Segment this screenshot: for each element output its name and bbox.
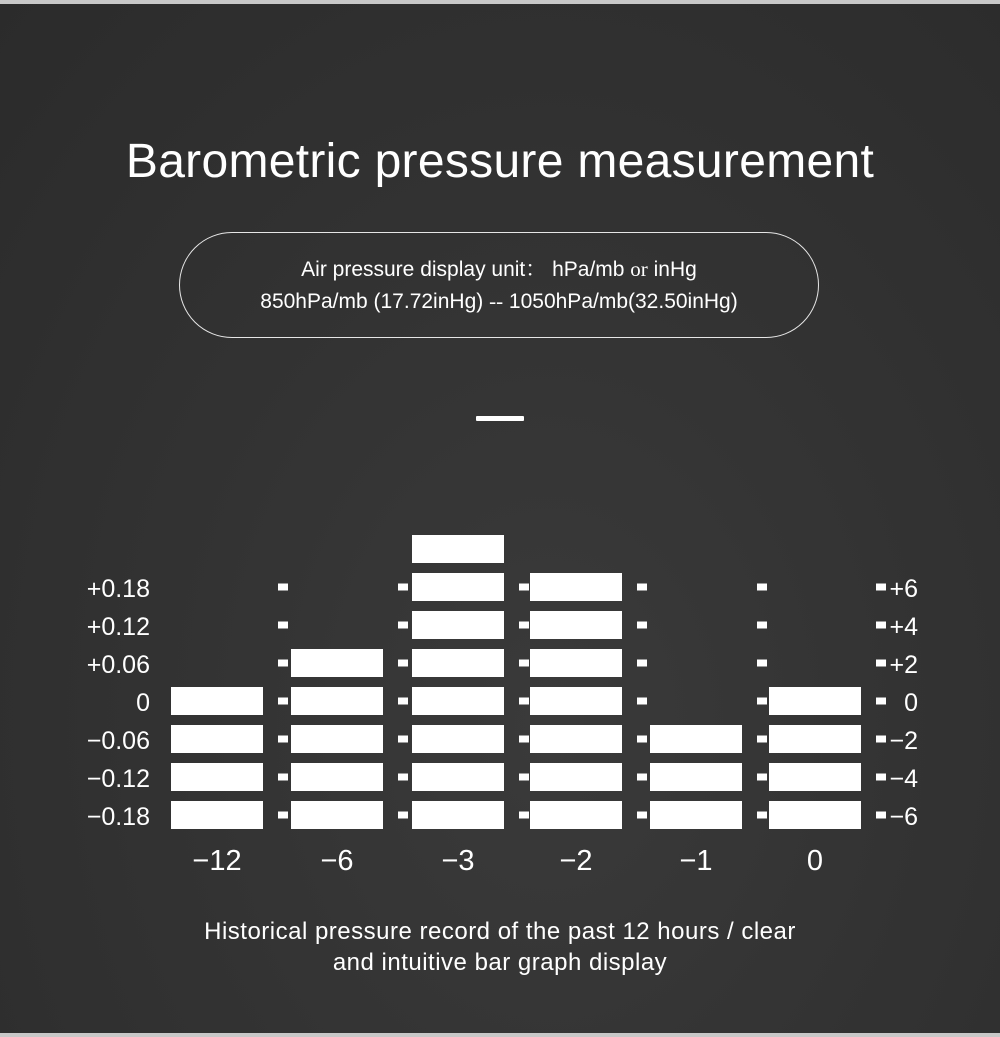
level-marker	[398, 812, 408, 819]
level-marker	[876, 736, 886, 743]
left-axis-label: +0.12	[86, 613, 150, 641]
level-marker	[278, 660, 288, 667]
pressure-bar-chart	[0, 4, 1000, 1033]
bar-segment	[412, 801, 504, 829]
level-marker	[757, 622, 767, 629]
bar-segment	[412, 611, 504, 639]
level-marker	[278, 736, 288, 743]
left-axis-label: +0.06	[86, 651, 150, 679]
level-marker	[876, 774, 886, 781]
bar-segment	[171, 763, 263, 791]
category-label: −12	[192, 845, 242, 877]
right-axis-label: −2	[889, 727, 918, 755]
bar-segment	[171, 725, 263, 753]
level-marker	[637, 812, 647, 819]
left-axis-label: −0.06	[86, 727, 150, 755]
bar-segment	[769, 801, 861, 829]
bar-segment	[530, 611, 622, 639]
level-marker	[398, 584, 408, 591]
category-label: −1	[679, 845, 713, 877]
bar-segment	[530, 649, 622, 677]
bar-segment	[291, 687, 383, 715]
bar-segment	[530, 687, 622, 715]
level-marker	[519, 584, 529, 591]
level-marker	[876, 622, 886, 629]
bar-segment	[412, 535, 504, 563]
bar-segment	[530, 763, 622, 791]
level-marker	[278, 774, 288, 781]
bar-segment	[650, 763, 742, 791]
level-marker	[519, 812, 529, 819]
caption-line-1: Historical pressure record of the past 12 hours / clear	[204, 918, 796, 945]
range-line-separator: --	[489, 289, 504, 313]
level-marker	[398, 660, 408, 667]
category-label: −3	[441, 845, 475, 877]
left-axis-label: +0.18	[86, 575, 150, 603]
level-marker	[278, 698, 288, 705]
category-label: −2	[559, 845, 593, 877]
bar-segment	[412, 649, 504, 677]
bar-segment	[530, 801, 622, 829]
caption-line-2: and intuitive bar graph display	[332, 949, 668, 976]
level-marker	[757, 584, 767, 591]
level-marker	[637, 736, 647, 743]
level-marker	[876, 584, 886, 591]
bar-segment	[530, 573, 622, 601]
left-axis-label: −0.12	[86, 765, 150, 793]
bar-segment	[769, 763, 861, 791]
bar-segment	[291, 763, 383, 791]
bar-segment	[412, 725, 504, 753]
bar-segment	[650, 801, 742, 829]
level-marker	[519, 660, 529, 667]
right-axis-label: +2	[889, 651, 918, 679]
background-panel	[0, 4, 1000, 1033]
bar-segment	[769, 725, 861, 753]
bar-segment	[171, 687, 263, 715]
level-marker	[637, 698, 647, 705]
level-marker	[757, 774, 767, 781]
right-axis-label: −4	[889, 765, 918, 793]
level-marker	[519, 774, 529, 781]
unit-line-suffix: inHg	[647, 258, 697, 281]
bar-segment	[291, 649, 383, 677]
level-marker	[637, 622, 647, 629]
unit-line-prefix: Air pressure display unit： hPa/mb	[301, 258, 631, 281]
bar-segment	[291, 725, 383, 753]
bar-segment	[530, 725, 622, 753]
page-title: Barometric pressure measurement	[125, 135, 875, 188]
level-marker	[278, 622, 288, 629]
left-axis-label: −0.18	[86, 803, 150, 831]
level-marker	[876, 698, 886, 705]
level-marker	[876, 660, 886, 667]
category-label: 0	[806, 845, 824, 877]
level-marker	[398, 622, 408, 629]
level-marker	[398, 736, 408, 743]
range-line-min: 850hPa/mb (17.72inHg)	[260, 290, 490, 313]
bar-segment	[291, 801, 383, 829]
level-marker	[637, 660, 647, 667]
category-label: −6	[320, 845, 354, 877]
level-marker	[757, 736, 767, 743]
level-marker	[757, 660, 767, 667]
level-marker	[398, 698, 408, 705]
level-marker	[519, 622, 529, 629]
level-marker	[519, 736, 529, 743]
bar-segment	[650, 725, 742, 753]
caption	[0, 916, 1000, 978]
level-marker	[876, 812, 886, 819]
level-marker	[637, 774, 647, 781]
right-axis-label: 0	[904, 689, 918, 717]
right-axis-label: +6	[889, 575, 918, 603]
left-axis-label: 0	[136, 689, 150, 717]
level-marker	[398, 774, 408, 781]
range-line-max: 1050hPa/mb(32.50inHg)	[503, 290, 738, 313]
bar-segment	[412, 573, 504, 601]
level-marker	[757, 812, 767, 819]
level-marker	[278, 812, 288, 819]
level-marker	[757, 698, 767, 705]
bar-segment	[769, 687, 861, 715]
unit-line-or: or	[630, 257, 648, 281]
level-marker	[519, 698, 529, 705]
level-marker	[278, 584, 288, 591]
right-axis-label: +4	[889, 613, 918, 641]
bar-segment	[412, 687, 504, 715]
level-marker	[637, 584, 647, 591]
right-axis-label: −6	[889, 803, 918, 831]
bar-segment	[412, 763, 504, 791]
bar-segment	[171, 801, 263, 829]
